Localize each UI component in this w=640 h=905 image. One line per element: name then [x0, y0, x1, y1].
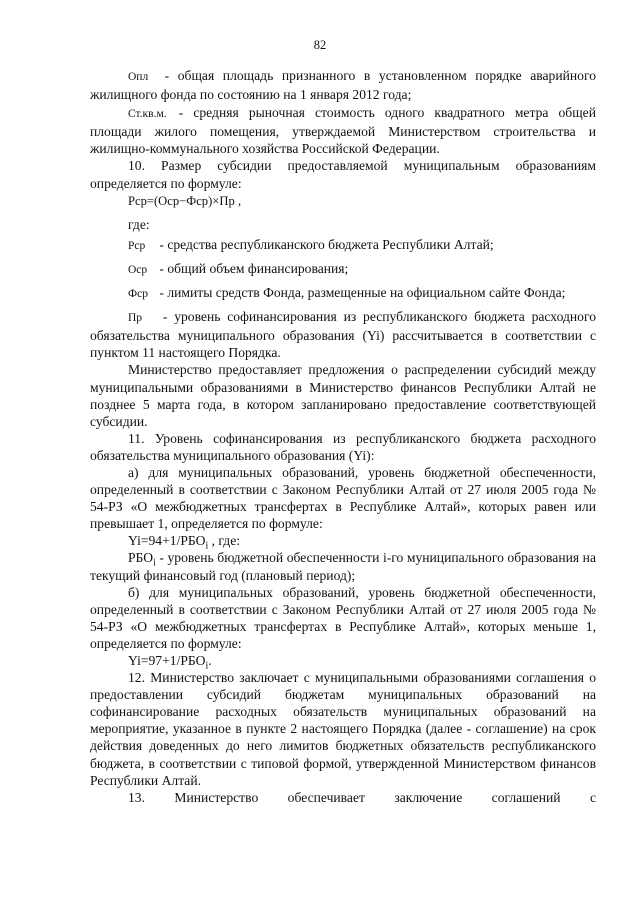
symbol-opl: Опл — [128, 71, 149, 83]
definition-osr: Оср - общий объем финансирования; — [90, 260, 596, 279]
section-12: 12. Министерство заключает с муниципальными образованиями соглашения о предоставлении субсидий бюджетам муниципальных образований на софинансирование расходных обязательств муниципальных образований на мероприятие, указанное в пункте 2 настоящего Порядка (далее - соглашение) на срок действия доведенных до него лимитов бюджетных обязательств республиканского бюджета, в соответствии с типовой формой, утвержденной Министерством финансов Республики Алтай. — [90, 670, 596, 788]
symbol-st-kv-m: Ст.кв.м. — [128, 108, 167, 121]
formula-rsr: Рср=(Оср−Фср)×Пр , — [128, 193, 242, 208]
section-11-intro: 11. Уровень софинансирования из республиканского бюджета расходного обязательства муниципального образования (Yi): — [90, 430, 596, 463]
where-label: где: — [128, 216, 150, 232]
definition-pr: Пр - уровень софинансирования из республиканского бюджета расходного обязательства муниципального образования (Yi) рассчитывается в соответствии с пунктом 11 настоящего Порядка. — [90, 309, 596, 361]
symbol-pr: Пр — [128, 312, 143, 325]
symbol-fsr: Фср — [128, 288, 148, 301]
definition-st-kv-m: Ст.кв.м. - средняя рыночная стоимость одного квадратного метра общей площади жилого помещения, утверждаемой Министерством строительства и жилищно-коммунального хозяйства Российской Федерации. — [90, 105, 596, 157]
formula-yi-97: $Yi=97+1/РБО_i$. — [128, 653, 212, 672]
ministry-proposals-paragraph: Министерство предоставляет предложения о распределении субсидий между муниципальными образованиями в Министерство финансов Республики Алтай не позднее 5 марта года, в котором запланировано предоставление соответствующей субсидии. — [90, 362, 596, 429]
symbol-rsr: Рср — [128, 239, 146, 252]
definition-opl: Опл - общая площадь признанного в установленном порядке аварийного жилищного фонда по состоянию на 1 января 2012 года; — [90, 68, 596, 103]
section-11-item-a: а) для муниципальных образований, уровень бюджетной обеспеченности, определенный в соответствии с Законом Республики Алтай от 27 июля 2005 года № 54-РЗ «О межбюджетных трансфертах в Республике Алтай», которых равен или превышает 1, определяется по формуле: — [90, 464, 596, 532]
section-11-item-b: б) для муниципальных образований, уровень бюджетной обеспеченности, определенный в соответствии с Законом Республики Алтай от 27 июля 2005 года № 54-РЗ «О межбюджетных трансфертах в Республике Алтай», которых меньше 1, определяется по формуле: — [90, 584, 596, 651]
document-body — [90, 66, 596, 806]
page-number: 82 — [313, 38, 327, 52]
section-13: 13. Министерство обеспечивает заключение соглашений с — [128, 789, 596, 805]
definition-rbo: $РБО_i$ - уровень бюджетной обеспеченности i-го муниципального образования на текущий финансовый год (плановый период); — [90, 550, 596, 583]
symbol-osr: Оср — [128, 263, 148, 276]
definition-fsr: Фср - лимиты средств Фонда, размещенные на официальном сайте Фонда; — [90, 284, 596, 303]
section-10-intro: 10. Размер субсидии предоставляемой муниципальным образованиям определяется по формуле: — [90, 158, 596, 191]
formula-yi-94: $Yi=94+1/РБО_i$ , где: — [128, 533, 241, 553]
definition-rsr: Рср - средства республиканского бюджета Республики Алтай; — [90, 236, 596, 255]
